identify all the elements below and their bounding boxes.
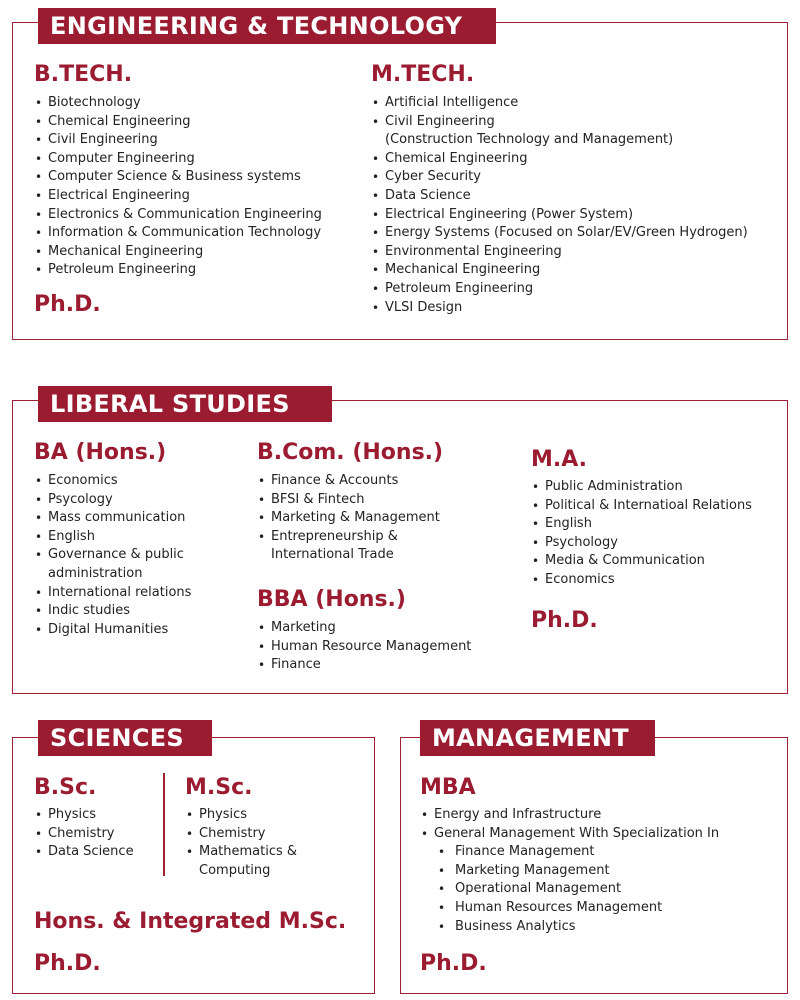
list-item: • Economics <box>531 571 752 590</box>
sub-list-item: • Human Resources Management <box>420 899 719 918</box>
list-item: • English <box>34 528 191 547</box>
list-item: • Energy Systems (Focused on Solar/EV/Green Hydrogen) <box>371 224 748 243</box>
list-item: • Computer Science & Business systems <box>34 168 322 187</box>
list-item: • Mechanical Engineering <box>34 243 322 262</box>
engineering-title: ENGINEERING & TECHNOLOGY <box>38 8 496 44</box>
bsc-list <box>34 806 134 862</box>
list-item: • Marketing & Management <box>257 509 440 528</box>
list-item: • Biotechnology <box>34 94 322 113</box>
list-item: • Electrical Engineering (Power System) <box>371 206 748 225</box>
list-item: • Mass communication <box>34 509 191 528</box>
bcom-list <box>257 472 440 565</box>
list-item: • Chemical Engineering <box>371 150 748 169</box>
list-item-continuation: administration <box>48 565 143 581</box>
list-item: • Mathematics & <box>185 843 297 862</box>
sub-list-item: • Finance Management <box>420 843 719 862</box>
list-item: • VLSI Design <box>371 299 748 318</box>
ba-list <box>34 472 191 639</box>
mtech-heading: M.TECH. <box>371 62 475 87</box>
list-item: • Public Administration <box>531 478 752 497</box>
liberal-title: LIBERAL STUDIES <box>38 386 332 422</box>
list-item: • Artificial Intelligence <box>371 94 748 113</box>
list-item: • Physics <box>185 806 297 825</box>
list-item: • Economics <box>34 472 191 491</box>
list-item: • Information & Communication Technology <box>34 224 322 243</box>
integrated-msc-heading: Hons. & Integrated M.Sc. <box>34 909 347 934</box>
list-item: • Governance & public <box>34 546 191 565</box>
list-item: • Human Resource Management <box>257 638 471 657</box>
bba-heading: BBA (Hons.) <box>257 587 406 612</box>
bcom-heading: B.Com. (Hons.) <box>257 440 444 465</box>
mtech-list <box>371 94 748 317</box>
list-item: • Entrepreneurship & <box>257 528 440 547</box>
liberal-phd-heading: Ph.D. <box>531 608 598 633</box>
sciences-title: SCIENCES <box>38 720 212 756</box>
bsc-heading: B.Sc. <box>34 775 97 800</box>
list-item: • Psychology <box>531 534 752 553</box>
mba-heading: MBA <box>420 775 476 800</box>
list-item: • Psycology <box>34 491 191 510</box>
list-item: • Chemical Engineering <box>34 113 322 132</box>
list-item: • Marketing <box>257 619 471 638</box>
list-item: • Political & Internatioal Relations <box>531 497 752 516</box>
list-item: • Electrical Engineering <box>34 187 322 206</box>
sciences-divider <box>163 773 165 876</box>
engineering-phd-heading: Ph.D. <box>34 292 101 317</box>
btech-heading: B.TECH. <box>34 62 133 87</box>
msc-list <box>185 806 297 880</box>
list-item: • English <box>531 515 752 534</box>
list-item: • Data Science <box>34 843 134 862</box>
list-item: • Electronics & Communication Engineering <box>34 206 322 225</box>
mba-list <box>420 806 719 936</box>
list-item: • BFSI & Fintech <box>257 491 440 510</box>
list-item: • Mechanical Engineering <box>371 261 748 280</box>
msc-heading: M.Sc. <box>185 775 253 800</box>
ma-list <box>531 478 752 590</box>
sub-list-item: • Operational Management <box>420 880 719 899</box>
list-item: • Digital Humanities <box>34 621 191 640</box>
management-title: MANAGEMENT <box>420 720 655 756</box>
list-item: • Computer Engineering <box>34 150 322 169</box>
list-item: • Chemistry <box>34 825 134 844</box>
list-item: • Chemistry <box>185 825 297 844</box>
ba-heading: BA (Hons.) <box>34 440 167 465</box>
list-item: • Civil Engineering <box>371 113 748 132</box>
list-item: • International relations <box>34 584 191 603</box>
list-item: • Finance <box>257 656 471 675</box>
ma-heading: M.A. <box>531 447 588 472</box>
list-item-continuation: International Trade <box>271 547 394 563</box>
list-item: • Petroleum Engineering <box>371 280 748 299</box>
list-item-continuation: (Construction Technology and Management) <box>385 132 674 148</box>
list-item: • General Management With Specialization In <box>420 825 719 844</box>
list-item: • Energy and Infrastructure <box>420 806 719 825</box>
sub-list-item: • Business Analytics <box>420 918 719 937</box>
bba-list <box>257 619 471 675</box>
list-item: • Media & Communication <box>531 552 752 571</box>
sub-list-item: • Marketing Management <box>420 862 719 881</box>
list-item: • Finance & Accounts <box>257 472 440 491</box>
list-item: • Data Science <box>371 187 748 206</box>
list-item: • Environmental Engineering <box>371 243 748 262</box>
list-item: • Physics <box>34 806 134 825</box>
list-item: • Indic studies <box>34 602 191 621</box>
list-item: • Petroleum Engineering <box>34 261 322 280</box>
list-item: • Civil Engineering <box>34 131 322 150</box>
sciences-phd-heading: Ph.D. <box>34 951 101 976</box>
btech-list <box>34 94 322 280</box>
list-item-continuation: Computing <box>199 862 271 878</box>
list-item: • Cyber Security <box>371 168 748 187</box>
management-phd-heading: Ph.D. <box>420 951 487 976</box>
